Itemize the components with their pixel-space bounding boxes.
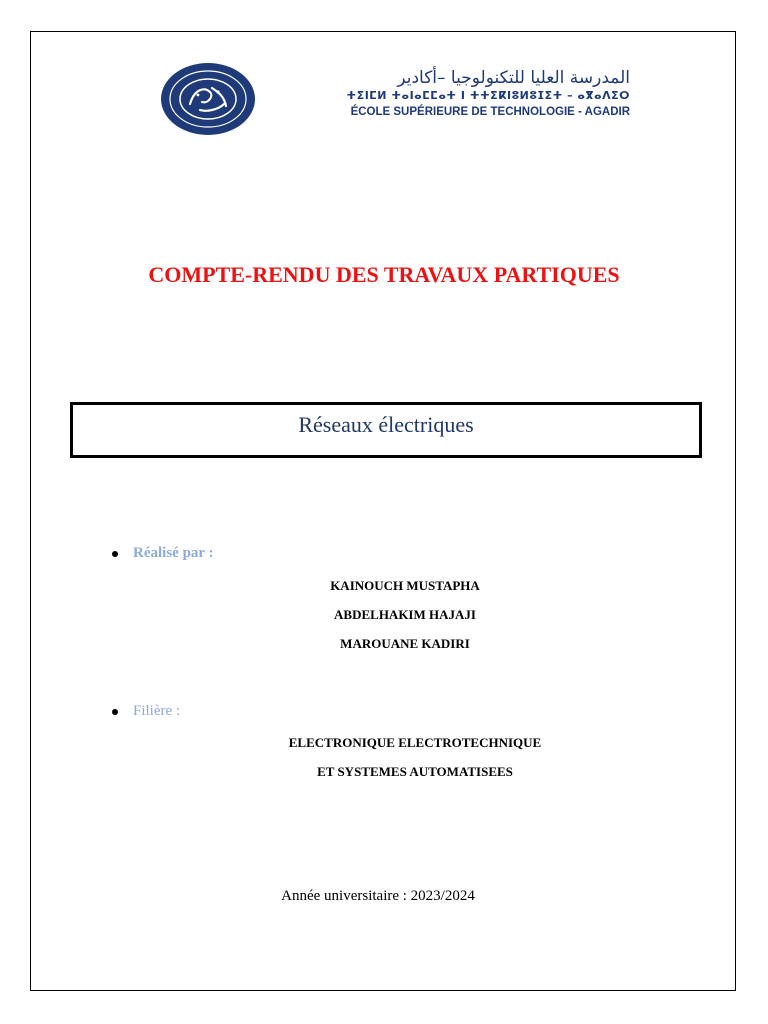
program-bullet xyxy=(112,703,180,720)
subject-title: Réseaux électriques xyxy=(298,412,474,437)
academic-year: Année universitaire : 2023/2024 xyxy=(281,888,475,904)
author-name: KAINOUCH MUSTAPHA xyxy=(330,578,480,593)
authors-bullet xyxy=(112,545,214,562)
school-name-french: ÉCOLE SUPÉRIEURE DE TECHNOLOGIE - AGADIR xyxy=(350,106,630,118)
author-name: MAROUANE KADIRI xyxy=(340,636,470,651)
author-name: ABDELHAKIM HAJAJI xyxy=(334,607,476,622)
school-name-arabic: المدرسة العليا للتكنولوجيا –أكادير xyxy=(397,68,630,88)
school-header xyxy=(160,60,630,140)
university-seal-logo xyxy=(160,62,256,136)
subject-box xyxy=(70,402,702,458)
bullet-icon xyxy=(112,551,118,557)
program-line: ELECTRONIQUE ELECTROTECHNIQUE xyxy=(288,735,542,750)
report-title: COMPTE-RENDU DES TRAVAUX PARTIQUES xyxy=(148,262,620,287)
bullet-icon xyxy=(112,709,118,715)
program-line: ET SYSTEMES AUTOMATISEES xyxy=(317,764,513,779)
program-label: Filière : xyxy=(133,703,181,719)
authors-label: Réalisé par : xyxy=(133,545,214,561)
school-name-tifinagh: ⵜⵉⵏⵎⵍ ⵜⴰⵏⴰⵎⵎⴰⵜ ⵏ ⵜⵜⵉⴽⵏⵓⵍⵓⵊⵉⵜ – ⴰⴳⴰⴷⵉⵔ xyxy=(346,89,630,102)
page-frame xyxy=(30,31,736,991)
school-name-block xyxy=(270,68,630,120)
